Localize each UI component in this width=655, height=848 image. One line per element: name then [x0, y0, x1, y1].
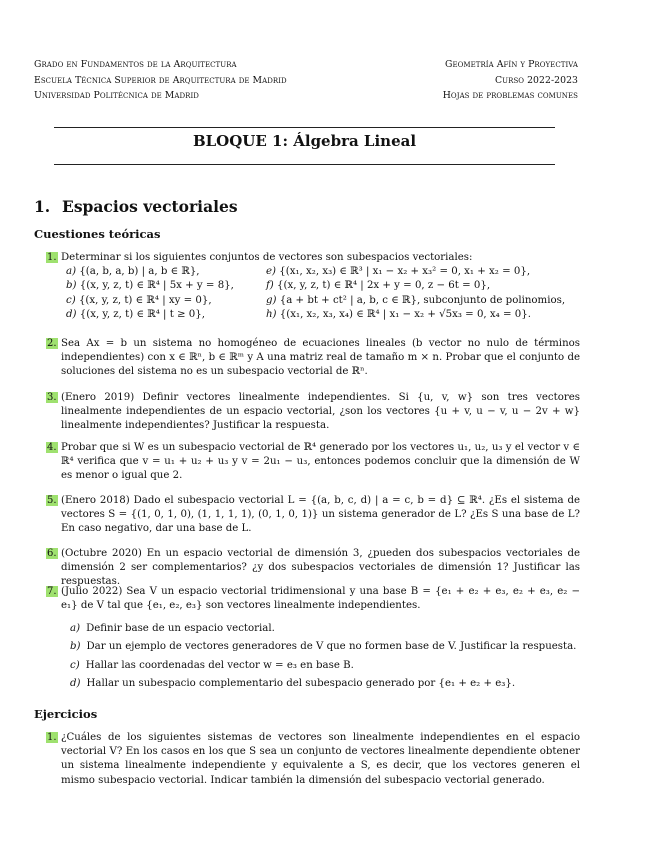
question-number: 3. — [47, 392, 57, 403]
section-number: 1. — [34, 197, 51, 216]
block-title: BLOQUE 1: Álgebra Lineal — [192, 132, 417, 150]
question-text: (Enero 2018) Dado el subespacio vectorial L = {(a, b, c, d) | a = c, b = d} ⊆ ℝ⁴. ¿Es el sistema de vectores S = {(1, 0, 1, 0), (1, 1, 1, 1), (0, 1, 0, 1)} un sistema generador de L? ¿Es S una base de L? En caso negativo, dar una base de L. — [61, 495, 580, 535]
title-rule-bottom — [54, 164, 555, 165]
option-c: c) {(x, y, z, t) ∈ ℝ⁴ | xy = 0}, — [66, 294, 212, 306]
question-number: 7. — [47, 586, 57, 597]
subsection-heading-teoricas: Cuestiones teóricas — [34, 227, 161, 241]
question-text: (Julio 2022) Sea V un espacio vectorial tridimensional y una base B = {e₁ + e₂ + e₃, e₂ + e₃, e₂ − e₁} de V tal que {e₁, e₂, e₃} son vectores linealmente independientes. — [61, 586, 580, 612]
header-subject: Geometría Afín y Proyectiva — [444, 59, 578, 70]
section-heading — [34, 197, 238, 216]
option-g: g) {a + bt + ct² | a, b, c ∈ ℝ}, subconjunto de polinomios, — [266, 294, 566, 306]
header-school: Escuela Técnica Superior de Arquitectura de Madrid — [34, 74, 287, 86]
question-text: Sea Ax = b un sistema no homogéneo de ecuaciones lineales (b vector no nulo de términos independientes) con x ∈ ℝⁿ, b ∈ ℝᵐ y A una matriz real de tamaño m × n. Probar que el conjunto de soluciones del sistema no es un subespacio vectorial de ℝⁿ. — [61, 338, 580, 378]
option-row — [66, 265, 586, 279]
exercise-text: ¿Cuáles de los siguientes sistemas de vectores son linealmente independientes en el espacio vectorial V? En los casos en los que S sea un conjunto de vectores linealmente dependiente obtener un sistema linealmente independiente y equivalente a S, es decir, que los vectores generen el mismo subespacio vectorial. Indicar también la dimensión del subespacio vectorial generado. — [61, 732, 580, 786]
question-item-2 — [46, 337, 580, 380]
exercise-number: 1. — [47, 732, 57, 743]
question-item-3 — [46, 391, 580, 434]
question-text: Probar que si W es un subespacio vectorial de ℝ⁴ generado por los vectores u₁, u₂, u₃ y el vector v ∈ ℝ⁴ verifica que v = u₁ + u₂ + u₃ y v = 2u₁ − u₃, entonces podemos concluir que la dimensión de W es menor o igual que 2. — [61, 442, 580, 482]
header-right — [443, 57, 578, 104]
header-course: Curso 2022-2023 — [495, 74, 578, 86]
header-sheet: Hojas de problemas comunes — [442, 90, 578, 101]
option-a: a) {(a, b, a, b) | a, b ∈ ℝ}, — [66, 266, 200, 277]
question-7-subitems — [70, 620, 580, 693]
subitem-d: d) Hallar un subespacio complementario del subespacio generado por {e₁ + e₂ + e₃}. — [70, 677, 516, 689]
question-text: Determinar si los siguientes conjuntos de vectores son subespacios vectoriales: — [61, 252, 473, 263]
subitem-c: c) Hallar las coordenadas del vector w = e₃ en base B. — [70, 659, 354, 671]
question-item-6 — [46, 547, 580, 590]
question-number: 1. — [47, 252, 57, 263]
option-e: e) {(x₁, x₂, x₃) ∈ ℝ³ | x₁ − x₂ + x₃² = 0, x₁ + x₂ = 0}, — [266, 266, 531, 277]
option-h: h) {(x₁, x₂, x₃, x₄) ∈ ℝ⁴ | x₁ − x₂ + √5x₃ = 0, x₄ = 0}. — [266, 308, 531, 320]
question-number: 5. — [47, 495, 57, 506]
question-item-4 — [46, 441, 580, 484]
question-number: 2. — [47, 338, 57, 349]
option-row — [66, 308, 586, 322]
exercise-item-1 — [46, 731, 580, 788]
section-title: Espacios vectoriales — [62, 197, 238, 216]
question-text: (Octubre 2020) En un espacio vectorial de dimensión 3, ¿pueden dos subespacios vectoriales de dimensión 2 ser complementarios? ¿y dos subespacios vectoriales de dimensión 1? Justificar las respuestas. — [61, 548, 580, 588]
subitem-b: b) Dar un ejemplo de vectores generadores de V que no formen base de V. Justificar la respuesta. — [70, 641, 577, 653]
question-item-1 — [46, 251, 580, 265]
header-degree: Grado en Fundamentos de la Arquitectura — [34, 59, 237, 70]
title-rule-top — [54, 127, 555, 128]
option-b: b) {(x, y, z, t) ∈ ℝ⁴ | 5x + y = 8}, — [66, 280, 234, 292]
question-item-7 — [46, 585, 580, 613]
question-1-options — [66, 265, 586, 322]
question-item-5 — [46, 494, 580, 537]
question-text: (Enero 2019) Definir vectores linealmente independientes. Si {u, v, w} son tres vectores linealmente independientes de un espacio vectorial, ¿son los vectores {u + v, u − v, u − 2v + w} linealmente independientes? Justificar la respuesta. — [61, 392, 580, 432]
header-left — [34, 57, 287, 104]
option-row — [66, 279, 586, 293]
subsection-heading-ejercicios: Ejercicios — [34, 707, 98, 721]
option-row — [66, 294, 586, 308]
option-f: f) {(x, y, z, t) ∈ ℝ⁴ | 2x + y = 0, z − 6t = 0}, — [266, 280, 491, 292]
header-university: Universidad Politécnica de Madrid — [34, 90, 199, 101]
option-d: d) {(x, y, z, t) ∈ ℝ⁴ | t ≥ 0}, — [66, 308, 206, 320]
subitem-a: a) Definir base de un espacio vectorial. — [70, 623, 275, 634]
question-number: 4. — [47, 442, 57, 453]
question-number: 6. — [47, 548, 57, 559]
